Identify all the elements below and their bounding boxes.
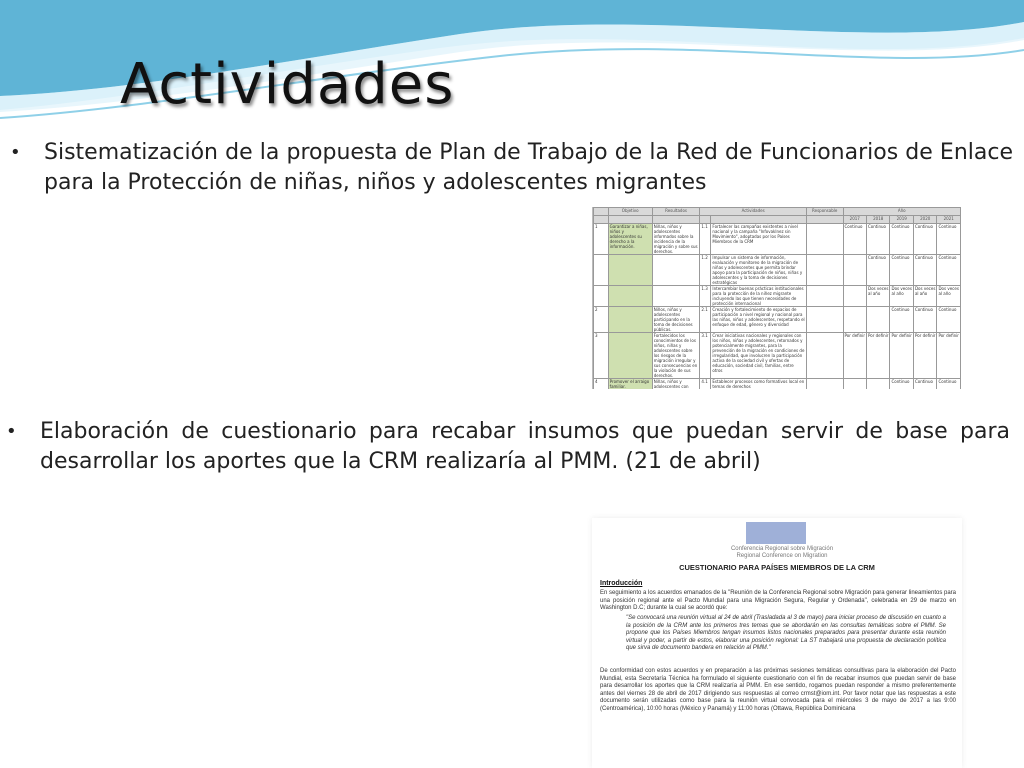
year-value-cell: Continuo [867,255,890,286]
doc-org-line-2: Regional Conference on Migration [736,553,828,559]
responsible-cell [806,307,843,333]
row-number [594,286,609,307]
table-row [594,255,961,286]
activity-number: 4.1 [700,379,711,390]
year-value-cell: Dos veces al año [890,286,913,307]
row-number: 3 [594,333,609,379]
table-header-responsable: Responsable [806,208,843,216]
bullet-text-2: Elaboración de cuestionario para recabar insumos que puedan servir de base para desarrollar los aportes que la CRM realizaría al PMM. (21 de abril) [40,419,1010,474]
year-value-cell: Dos veces al año [867,286,890,307]
doc-paragraph-1: En seguimiento a los acuerdos emanados de la "Reunión de la Conferencia Regional sobre Migración para generar lineamientos para una posición regional ante el Pacto Mundial para una Migración Segura, Regular y Ordenada", celebrada en 29 de marzo en Washington D.C; durante la cual se acordó que: [600,590,957,611]
year-value-cell: Continuo [913,224,936,255]
year-value-cell: Continuo [937,255,961,286]
responsible-cell [806,255,843,286]
doc-paragraph-2: De conformidad con estos acuerdos y en preparación a las próximas sesiones temáticas consultivas para la elaboración del Pacto Mundial, esta Secretaría Técnica ha formulado el siguiente cuestionario con el fin de recabar insumos que puedan servir de base para desarrollar los aportes que la CRM realizaría al PMM. En ese sentido, rogamos puedan responder a mismo preferentemente antes del viernes 28 de abril de 2017 dirigiendo sus respuestas al correo crmst@iom.int. Por favor notar que las respuestas a este documento serán utilizadas como base para la reunión virtual convocada para el miércoles 3 de mayo de 2017 a las 9:00 (Centroamérica), 10:00 horas (México y Panamá) y 11:00 horas (Ottawa, República Dominicana [600,668,956,712]
year-value-cell: Continuo [937,307,961,333]
bullet-item-1 [10,138,1013,198]
year-value-cell: Por definir [890,333,913,379]
activity-number: 1.1 [700,224,711,255]
year-value-cell: Continuo [937,379,961,390]
responsible-cell [806,379,843,390]
year-value-cell: Continuo [890,307,913,333]
result-cell: Niñas, niños y adolescentes con [652,379,700,390]
doc-heading: Introducción [600,580,643,587]
objective-cell [608,286,652,307]
year-value-cell [843,379,866,390]
year-value-cell: Continuo [890,379,913,390]
year-2020: 2020 [913,216,936,224]
questionnaire-document-image [592,518,962,768]
year-2019: 2019 [890,216,913,224]
result-cell [652,255,700,286]
objective-cell [608,255,652,286]
bullet-item-2 [6,417,1010,477]
year-value-cell: Por definir [843,333,866,379]
objective-cell [608,333,652,379]
objective-cell: Garantizar a niñas, niños y adolescentes su derecho a la información. [608,224,652,255]
year-value-cell [843,307,866,333]
doc-quote: "Se convocará una reunión virtual al 24 de abril (Trasladada al 3 de mayo) para iniciar proceso de discusión en cuanto a la posición de la CRM ante los primeros tres temas que se abordarán en las consultas temáticas sobre el PMM. Se propone que los Países Miembros tengan insumos listos nacionales preparados para presentar durante esta reunión virtual y poder, a partir de estos, elaborar una posición regional: La ST trabajará una propuesta de declaración política que sirva de documento bandera en relación al PMM." [626,615,946,651]
responsible-cell [806,224,843,255]
result-cell: Niñas, niños y adolescentes informados sobre la incidencia de la migración y sobre sus derechos. [652,224,700,255]
table-row [594,307,961,333]
activity-cell: Intercambiar buenas prácticas institucionales para la protección de la niñez migrante incluyendo las que tienen necesidades de protección internacional [711,286,806,307]
activity-cell: Establecer procesos como formativos local en temas de derechos [711,379,806,390]
year-value-cell: Continuo [890,224,913,255]
year-value-cell: Por definir [867,333,890,379]
table-header-year: Año [843,208,960,216]
year-value-cell: Dos veces al año [937,286,961,307]
activity-number: 3.1 [700,333,711,379]
year-2021: 2021 [937,216,961,224]
bullet-marker: • [6,421,17,442]
crm-logo [746,522,806,544]
result-cell: Niños, niñas y adolescentes participando en la toma de decisiones públicas. [652,307,700,333]
activity-cell: Creación y fortalecimiento de espacios de participación a nivel regional y nacional para las niñas, niños y adolescentes, respetando el enfoque de edad, género y diversidad [711,307,806,333]
year-value-cell: Continuo [937,224,961,255]
doc-org-line-1: Conferencia Regional sobre Migración [730,546,834,552]
year-2017: 2017 [843,216,866,224]
activity-number: 1.2 [700,255,711,286]
year-value-cell: Dos veces al año [913,286,936,307]
table-row [594,333,961,379]
year-value-cell: Continuo [913,307,936,333]
table-row [594,286,961,307]
objective-cell: Promover el arraigo familiar. [608,379,652,390]
row-number: 2 [594,307,609,333]
year-value-cell: Continuo [867,224,890,255]
year-value-cell [867,379,890,390]
responsible-cell [806,333,843,379]
work-plan-table-image [592,207,961,389]
bullet-text-1: Sistematización de la propuesta de Plan de Trabajo de la Red de Funcionarios de Enlace para la Protección de niñas, niños y adolescentes migrantes [44,140,1013,195]
responsible-cell [806,286,843,307]
row-number: 1 [594,224,609,255]
year-value-cell: Continuo [913,255,936,286]
result-cell: Fortalecidos los conocimientos de los niños, niñas y adolescentes sobre los riesgos de la migración irregular y sus consecuencias en la violación de sus derechos. [652,333,700,379]
year-value-cell: Continuo [890,255,913,286]
table-header-objetivo: Objetivo [608,208,652,216]
year-value-cell: Por definir [937,333,961,379]
row-number: 4 [594,379,609,390]
activity-number: 1.3 [700,286,711,307]
bullet-marker: • [10,142,21,163]
row-number [594,255,609,286]
table-header-resultados: Resultados [652,208,700,216]
activity-number: 2.1 [700,307,711,333]
table-row [594,224,961,255]
slide-title: Actividades [120,52,455,117]
doc-organization [692,546,872,560]
year-value-cell [843,286,866,307]
year-value-cell [867,307,890,333]
objective-cell [608,307,652,333]
table-row [594,379,961,390]
table-header-actividades: Actividades [700,208,806,216]
activity-cell: Impulsar un sistema de información, evaluación y monitoreo de la migración de niñas y adolescentes que permita brindar apoyo para la participación de niños, niñas y adolescentes y la toma de decisiones estratégicas [711,255,806,286]
year-value-cell: Por definir [913,333,936,379]
activity-cell: Crear iniciativas nacionales y regionales con los niños, niñas y adolescentes, retornados y potencialmente migrantes, para la prevención de la migración en condiciones de irregularidad, que involucren la participación activa de la sociedad civil y ofertas de educación, sociedad civil, familias, entre otros [711,333,806,379]
doc-title: CUESTIONARIO PARA PAÍSES MIEMBROS DE LA CRM [679,563,875,572]
result-cell [652,286,700,307]
activity-cell: Fortalecer las campañas existentes a nivel nacional y la campaña "Infovaklnez sin Movimiento", adoptadas por los Países Miembros de la CRM [711,224,806,255]
year-2018: 2018 [867,216,890,224]
year-value-cell [843,255,866,286]
year-value-cell: Continuo [913,379,936,390]
year-value-cell: Continuo [843,224,866,255]
